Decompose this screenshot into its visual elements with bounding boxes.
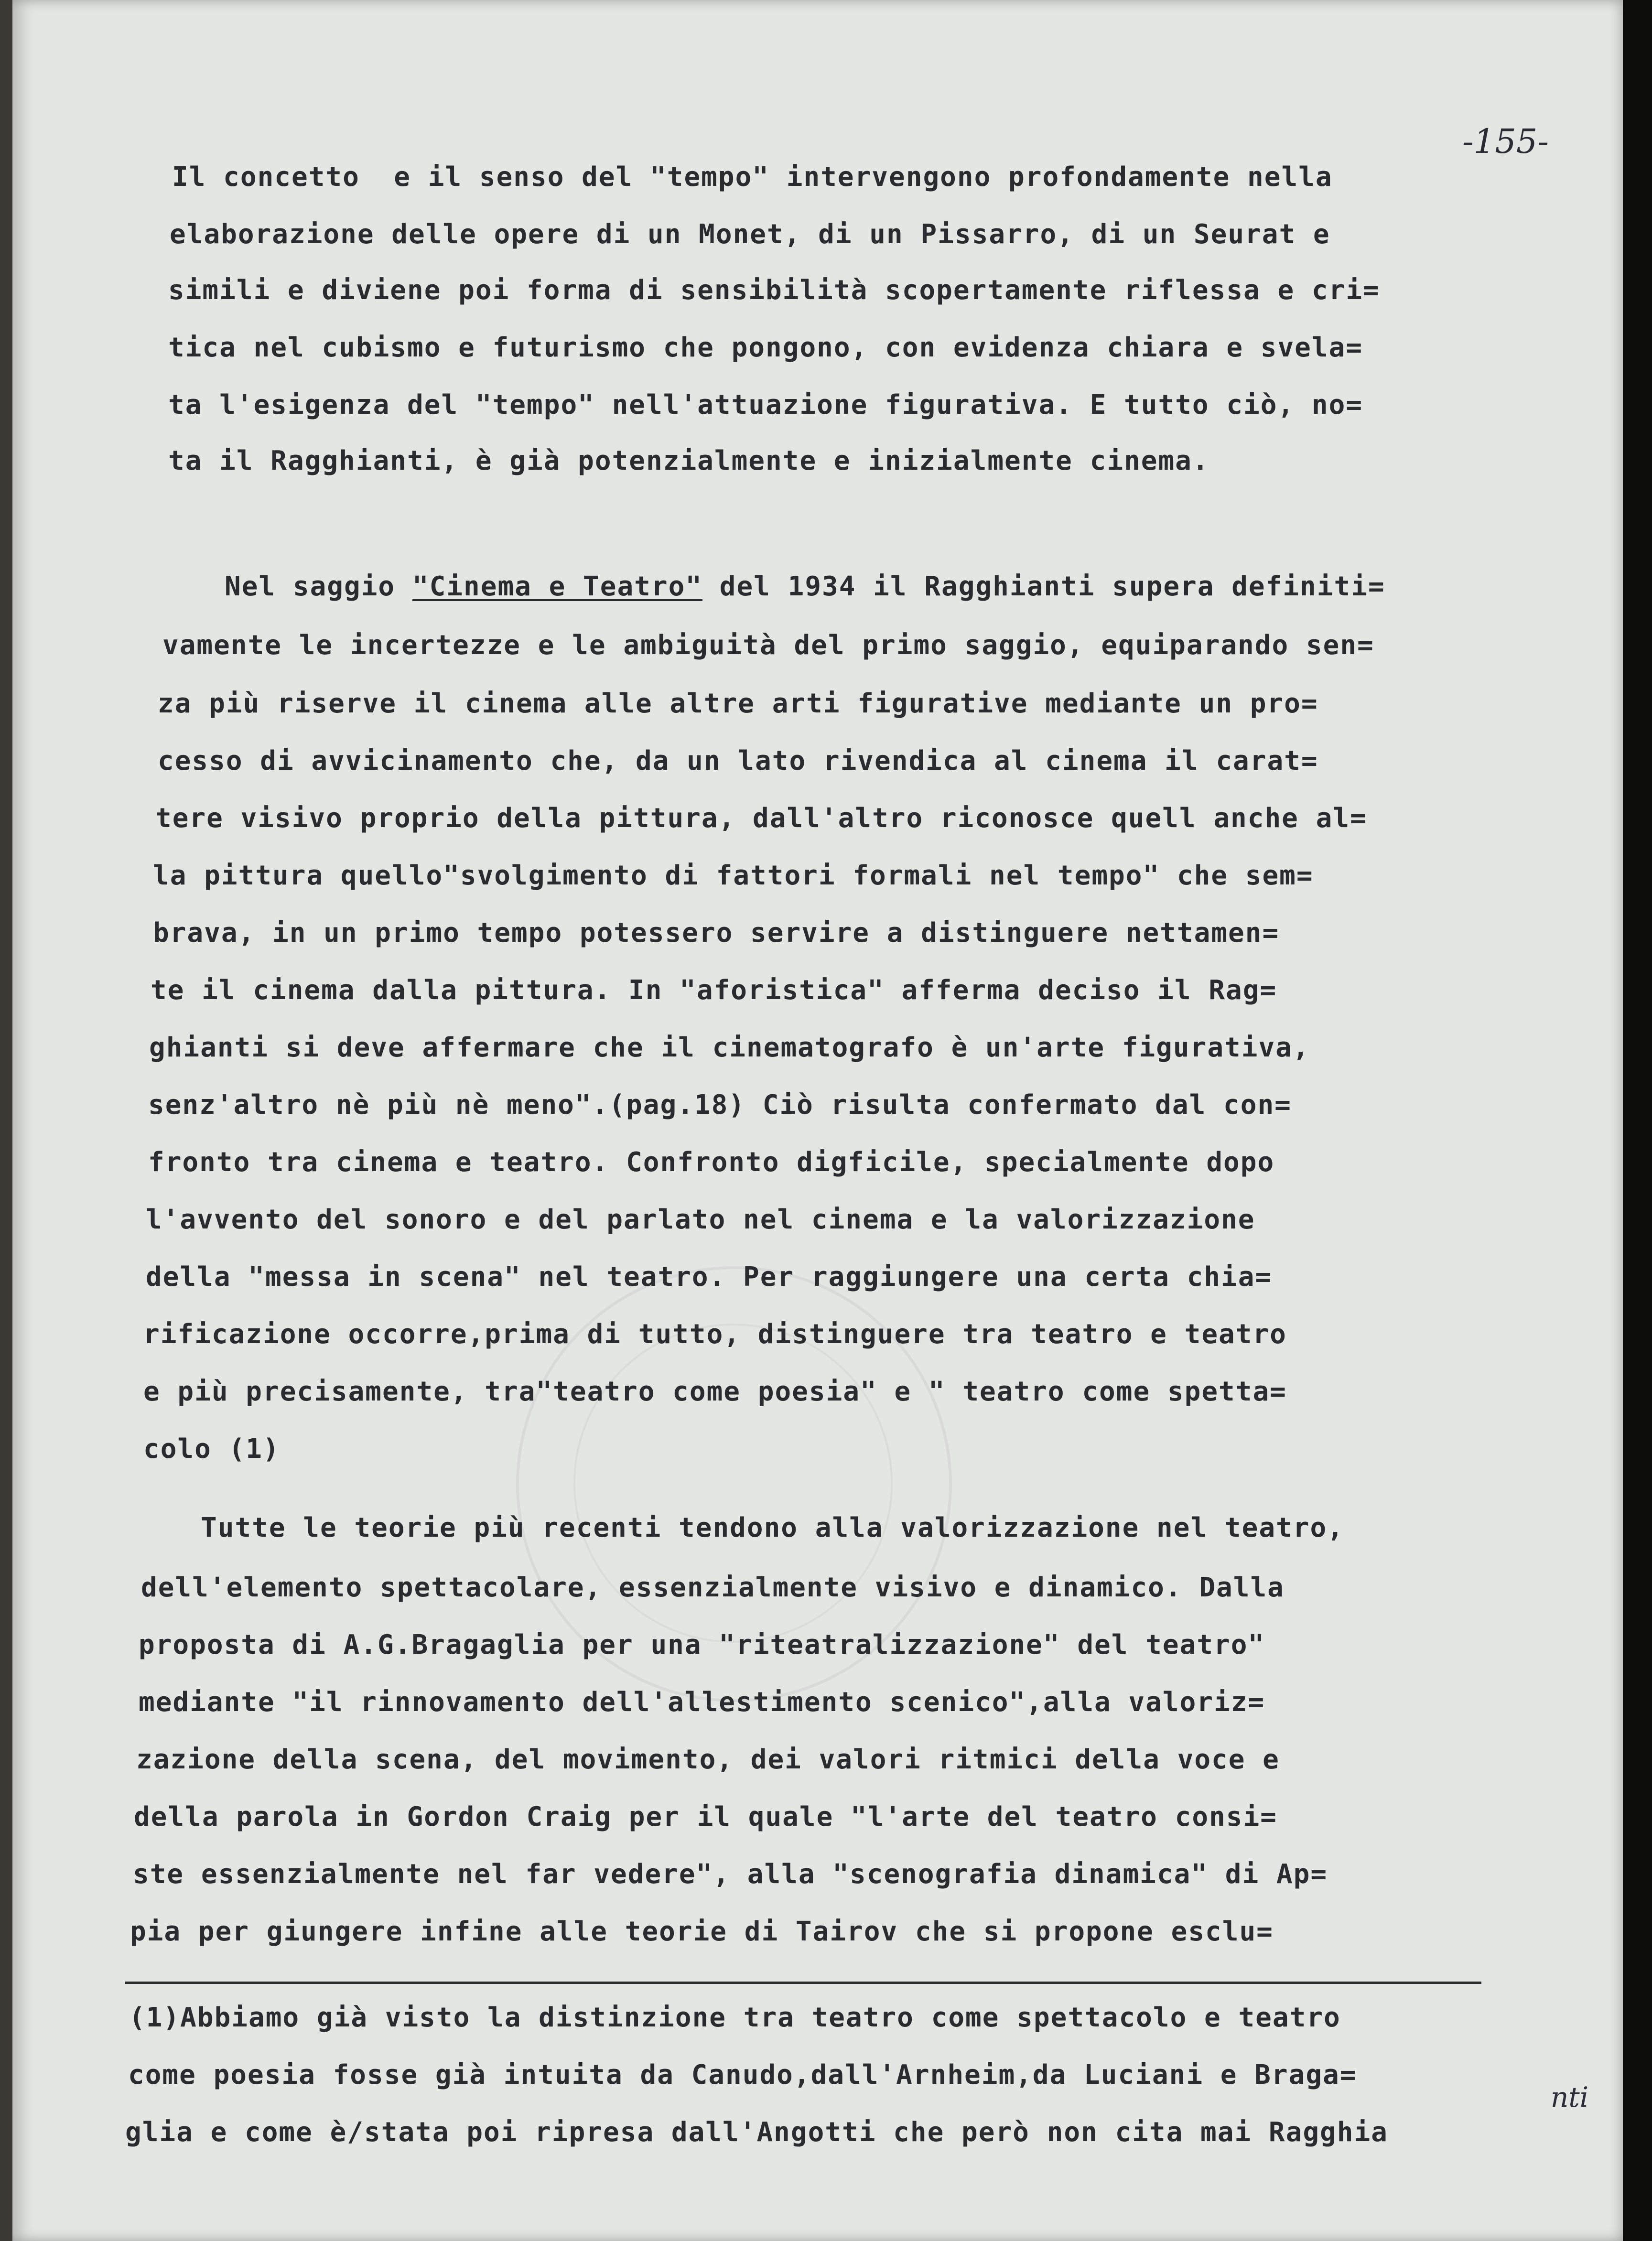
paragraph-3-line: Tutte le teorie più recenti tendono alla valorizzazione nel teatro, xyxy=(201,1512,1344,1543)
paragraph-2-line: tere visivo proprio della pittura, dall'altro riconosce quell anche al= xyxy=(155,803,1367,834)
footnote-line: glia e come è/stata poi ripresa dall'Angotti che però non cita mai Ragghia xyxy=(125,2117,1388,2148)
paragraph-2-first-line xyxy=(225,571,1385,602)
paragraph-3-line: ste essenzialmente nel far vedere", alla "scenografia dinamica" di Ap= xyxy=(133,1859,1328,1890)
paragraph-2-line: cesso di avvicinamento che, da un lato rivendica al cinema il carat= xyxy=(158,745,1318,776)
footnote-line: (1)Abbiamo già visto la distinzione tra teatro come spettacolo e teatro xyxy=(129,2002,1341,2033)
paragraph-1-line: elaborazione delle opere di un Monet, di un Pissarro, di un Seurat e xyxy=(170,219,1330,250)
paragraph-2-line: l'avvento del sonoro e del parlato nel cinema e la valorizzazione xyxy=(146,1204,1255,1235)
paragraph-1-line: simili e diviene poi forma di sensibilità scopertamente riflessa e cri= xyxy=(168,275,1380,306)
paragraph-2-line: colo (1) xyxy=(143,1433,280,1465)
paragraph-1-line: tica nel cubismo e futurismo che pongono, con evidenza chiara e svela= xyxy=(168,332,1363,363)
paragraph-2-line: della "messa in scena" nel teatro. Per raggiungere una certa chia= xyxy=(146,1261,1273,1293)
paragraph-2-prefix: Nel saggio xyxy=(225,571,412,602)
paragraph-3-line: dell'elemento spettacolare, essenzialmente visivo e dinamico. Dalla xyxy=(141,1572,1285,1603)
paragraph-2-line: vamente le incertezze e le ambiguità del primo saggio, equiparando sen= xyxy=(162,630,1374,661)
page-number: -155- xyxy=(1462,122,1549,161)
paragraph-1-line: Il concetto e il senso del "tempo" intervengono profondamente nella xyxy=(172,162,1333,193)
paragraph-2-line: rificazione occorre,prima di tutto, distinguere tra teatro e teatro xyxy=(143,1319,1287,1350)
paragraph-3-line: della parola in Gordon Craig per il quale "l'arte del teatro consi= xyxy=(134,1801,1277,1832)
paragraph-2-line: la pittura quello"svolgimento di fattori formali nel tempo" che sem= xyxy=(153,860,1314,891)
handwritten-correction: nti xyxy=(1551,2081,1589,2113)
paragraph-2-line: fronto tra cinema e teatro. Confronto digficile, specialmente dopo xyxy=(148,1147,1275,1178)
paragraph-2-line: senz'altro nè più nè meno".(pag.18) Ciò risulta confermato dal con= xyxy=(148,1089,1292,1120)
paragraph-3-line: zazione della scena, del movimento, dei valori ritmici della voce e xyxy=(136,1744,1280,1775)
paragraph-1-line: ta il Ragghianti, è già potenzialmente e inizialmente cinema. xyxy=(168,445,1209,476)
paragraph-2-line: brava, in un primo tempo potessero servire a distinguere nettamen= xyxy=(153,917,1280,948)
paragraph-2-line: za più riserve il cinema alle altre arti figurative mediante un pro= xyxy=(158,688,1318,719)
paragraph-3-line: pia per giungere infine alle teorie di Tairov che si propone esclu= xyxy=(130,1916,1274,1947)
paragraph-2-suffix: del 1934 il Ragghianti supera definiti= xyxy=(702,571,1385,602)
paragraph-2-line: ghianti si deve affermare che il cinematografo è un'arte figurativa, xyxy=(149,1032,1310,1063)
paragraph-1-line: ta l'esigenza del "tempo" nell'attuazione figurativa. E tutto ciò, no= xyxy=(168,389,1363,420)
paragraph-2-line: e più precisamente, tra"teatro come poesia" e " teatro come spetta= xyxy=(143,1376,1287,1407)
scan-border xyxy=(1623,0,1652,2241)
paragraph-2-line: te il cinema dalla pittura. In "aforistica" afferma deciso il Rag= xyxy=(151,975,1277,1006)
binding-strip xyxy=(0,0,12,2241)
footnote-rule xyxy=(125,1982,1481,1984)
essay-title: "Cinema e Teatro" xyxy=(412,571,703,602)
paragraph-3-line: proposta di A.G.Bragaglia per una "riteatralizzazione" del teatro" xyxy=(139,1629,1265,1660)
paragraph-3-line: mediante "il rinnovamento dell'allestimento scenico",alla valoriz= xyxy=(139,1687,1265,1718)
footnote-line: come poesia fosse già intuita da Canudo,dall'Arnheim,da Luciani e Braga= xyxy=(128,2059,1357,2090)
